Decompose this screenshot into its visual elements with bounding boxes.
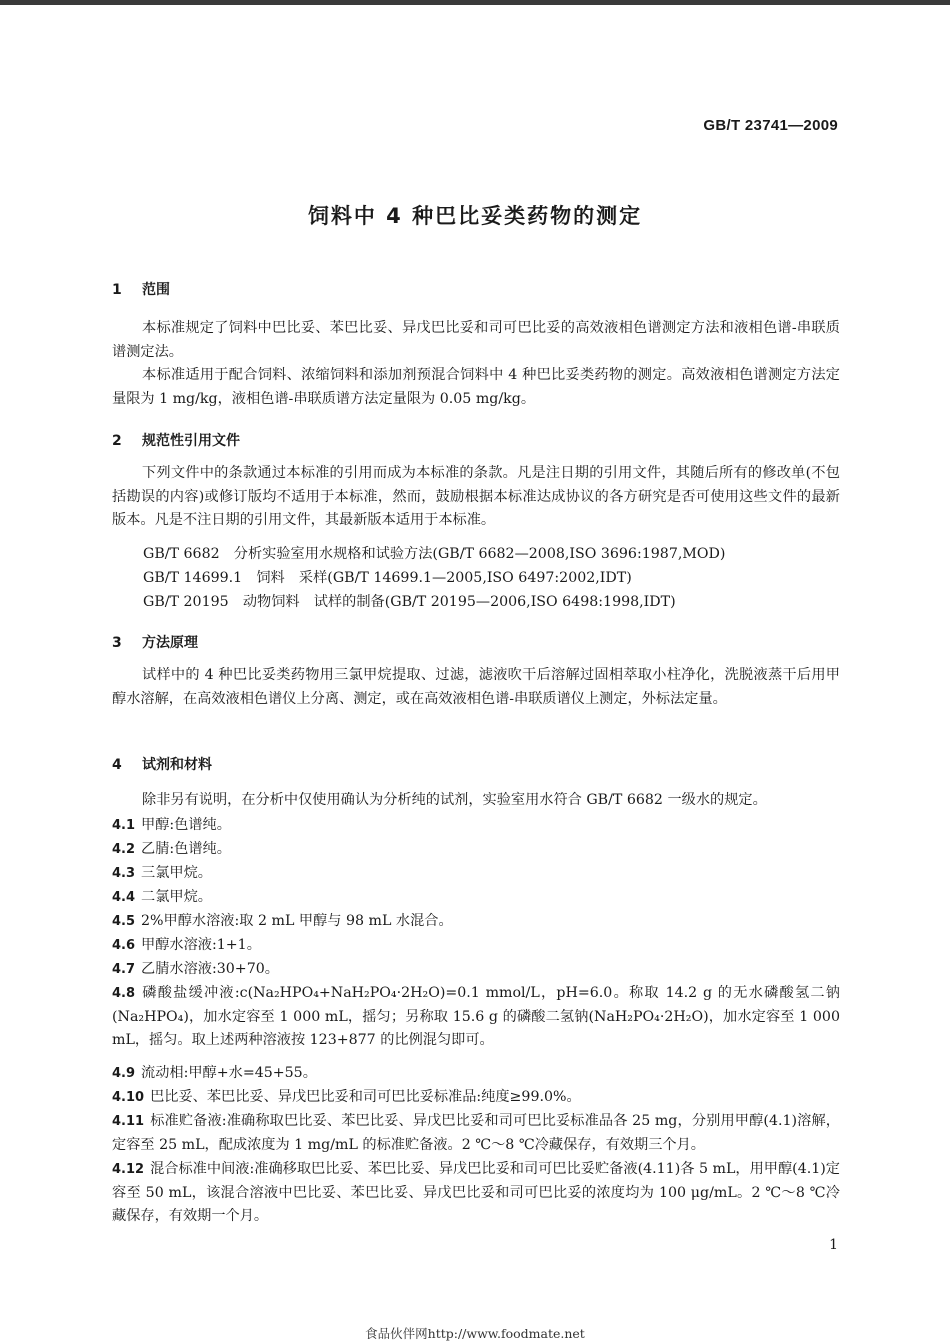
item-number: 4.8: [112, 986, 136, 1001]
document-title: 饲料中 4 种巴比妥类药物的测定: [307, 204, 643, 228]
section-number: 4: [112, 757, 122, 773]
item-text: 二氯甲烷。: [141, 889, 212, 905]
scope-paragraph-1: 本标准规定了饲料中巴比妥、苯巴比妥、异戊巴比妥和司可巴比妥的高效液相色谱测定方法和液相色谱-串联质谱测定法。: [112, 320, 840, 360]
reagent-item: [112, 958, 840, 982]
item-text: 甲醇:色谱纯。: [141, 817, 231, 833]
item-text: 乙腈水溶液:30+70。: [141, 961, 279, 977]
section-number: 3: [112, 635, 122, 651]
section-heading-references: [112, 430, 240, 450]
item-number: 4.12: [112, 1162, 145, 1177]
section-title: 试剂和材料: [142, 757, 212, 773]
section-heading-principle: [112, 632, 198, 652]
item-text: 三氯甲烷。: [141, 865, 212, 881]
reagent-item: [112, 1062, 840, 1086]
reagent-item: [112, 934, 840, 958]
scan-top-border: [0, 0, 950, 5]
reference-item: GB/T 20195 动物饲料 试样的制备(GB/T 20195—2006,ISO 6498:1998,IDT): [143, 594, 676, 610]
reagent-item: [112, 814, 840, 838]
reagent-item: [112, 1110, 840, 1157]
item-number: 4.6: [112, 938, 136, 953]
item-number: 4.11: [112, 1114, 145, 1129]
item-number: 4.2: [112, 842, 136, 857]
section-number: 2: [112, 433, 122, 449]
item-text: 巴比妥、苯巴比妥、异戊巴比妥和司可巴比妥标准品:纯度≥99.0%。: [150, 1089, 581, 1105]
item-text: 混合标准中间液:准确移取巴比妥、苯巴比妥、异戊巴比妥和司可巴比妥贮备液(4.11)各 5 mL，用甲醇(4.1)定容至 50 mL，该混合溶液中巴比妥、苯巴比妥、异戊巴比妥和司可巴比妥的浓度均为 100 μg/mL。2 ℃～8 ℃冷藏保存，有效期一个月。: [112, 1161, 840, 1224]
item-text: 2%甲醇水溶液:取 2 mL 甲醇与 98 mL 水混合。: [141, 913, 453, 929]
reagent-item: [112, 862, 840, 886]
standard-code: GB/T 23741—2009: [703, 117, 838, 134]
reagent-item: [112, 910, 840, 934]
reagent-item: [112, 838, 840, 862]
item-number: 4.10: [112, 1090, 145, 1105]
item-text: 磷酸盐缓冲液:c(Na₂HPO₄+NaH₂PO₄·2H₂O)=0.1 mmol/L，pH=6.0。称取 14.2 g 的无水磷酸氢二钠(Na₂HPO₄)，加水定容至 1 000 mL，摇匀；另称取 15.6 g 的磷酸二氢钠(NaH₂PO₄·2H₂O)，加水定容至 1 000 mL，摇匀。取上述两种溶液按 123+877 的比例混匀即可。: [112, 985, 840, 1048]
section-heading-reagents: [112, 754, 212, 774]
section-heading-scope: [112, 279, 170, 299]
item-text: 乙腈:色谱纯。: [141, 841, 231, 857]
page-number: 1: [829, 1237, 838, 1253]
footer-watermark: 食品伙伴网http://www.foodmate.net: [365, 1326, 585, 1341]
item-text: 流动相:甲醇+水=45+55。: [141, 1065, 317, 1081]
item-number: 4.5: [112, 914, 136, 929]
references-intro: 下列文件中的条款通过本标准的引用而成为本标准的条款。凡是注日期的引用文件，其随后所有的修改单(不包括勘误的内容)或修订版均不适用于本标准，然而，鼓励根据本标准达成协议的各方研究是否可使用这些文件的最新版本。凡是不注日期的引用文件，其最新版本适用于本标准。: [112, 465, 840, 528]
reagents-intro: 除非另有说明，在分析中仅使用确认为分析纯的试剂，实验室用水符合 GB/T 6682 一级水的规定。: [142, 792, 767, 808]
item-text: 标准贮备液:准确称取巴比妥、苯巴比妥、异戊巴比妥和司可巴比妥标准品各 25 mg，分别用甲醇(4.1)溶解，定容至 25 mL，配成浓度为 1 mg/mL 的标准贮备液。2 ℃～8 ℃冷藏保存，有效期三个月。: [112, 1113, 840, 1153]
section-title: 范围: [142, 282, 170, 298]
reagent-item: [112, 982, 840, 1053]
item-text: 甲醇水溶液:1+1。: [141, 937, 261, 953]
item-number: 4.9: [112, 1066, 136, 1081]
reagent-item: [112, 1158, 840, 1229]
section-number: 1: [112, 282, 122, 298]
item-number: 4.1: [112, 818, 136, 833]
principle-paragraph: 试样中的 4 种巴比妥类药物用三氯甲烷提取、过滤，滤液吹干后溶解过固相萃取小柱净化，洗脱液蒸干后用甲醇水溶解，在高效液相色谱仪上分离、测定，或在高效液相色谱-串联质谱仪上测定，外标法定量。: [112, 667, 840, 707]
item-number: 4.4: [112, 890, 136, 905]
reagent-item: [112, 886, 840, 910]
section-title: 规范性引用文件: [142, 433, 240, 449]
reagent-item: [112, 1086, 840, 1110]
scope-paragraph-2: 本标准适用于配合饲料、浓缩饲料和添加剂预混合饲料中 4 种巴比妥类药物的测定。高效液相色谱测定方法定量限为 1 mg/kg，液相色谱-串联质谱方法定量限为 0.05 mg/kg。: [112, 367, 840, 407]
item-number: 4.3: [112, 866, 136, 881]
reference-item: GB/T 6682 分析实验室用水规格和试验方法(GB/T 6682—2008,ISO 3696:1987,MOD): [143, 546, 726, 562]
section-title: 方法原理: [142, 635, 198, 651]
reference-item: GB/T 14699.1 饲料 采样(GB/T 14699.1—2005,ISO 6497:2002,IDT): [143, 570, 632, 586]
item-number: 4.7: [112, 962, 136, 977]
